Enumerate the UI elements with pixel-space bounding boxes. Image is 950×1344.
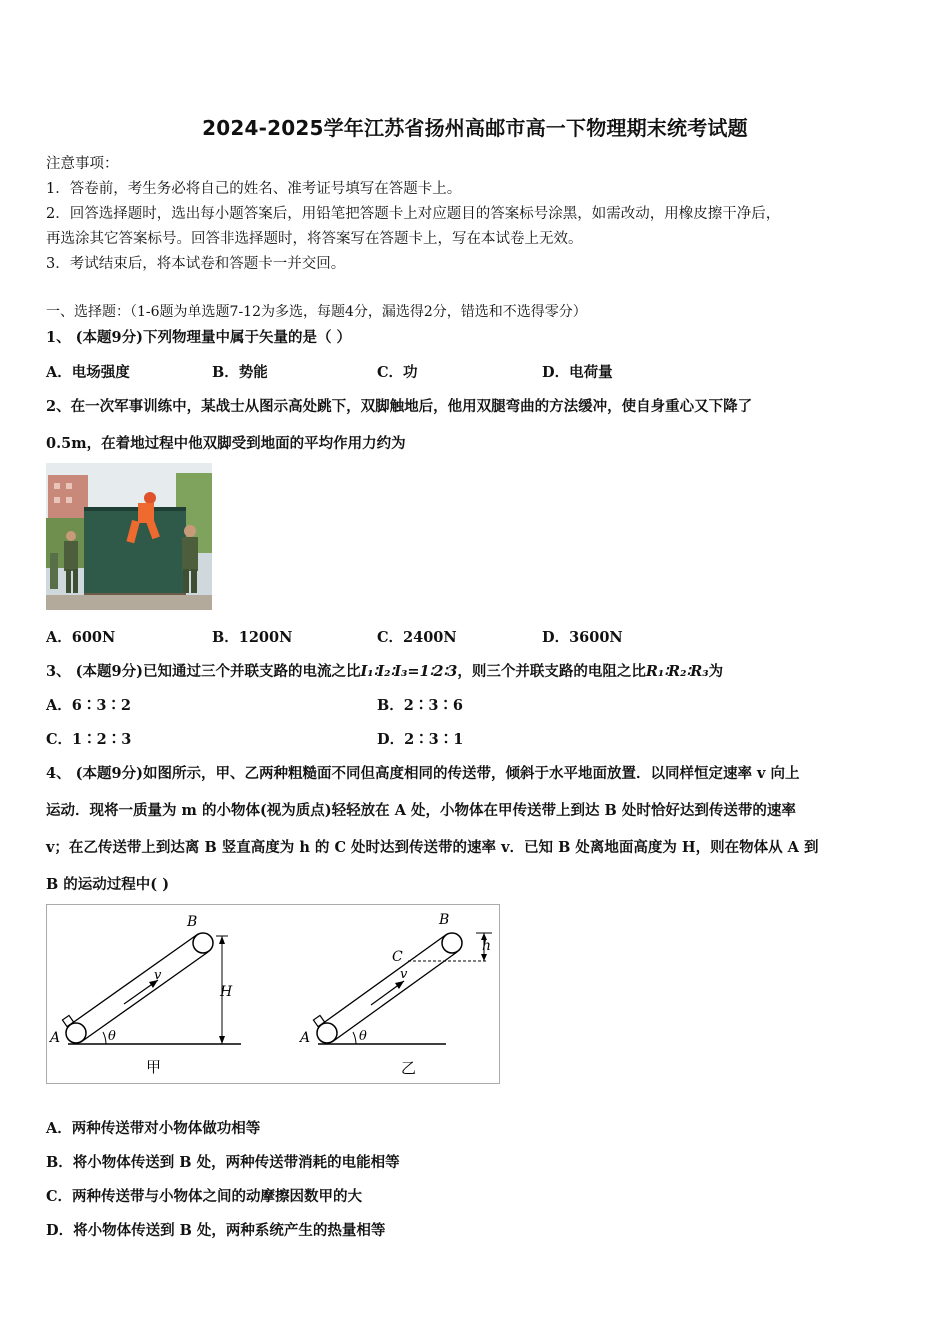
notice-item: 2．回答选择题时，选出每小题答案后，用铅笔把答题卡上对应题目的答案标号涂黑，如需改动，用橡皮擦干净后，: [46, 206, 781, 222]
question-2-option-c[interactable]: C．2400N: [377, 629, 457, 646]
caption-yi: 乙: [401, 1059, 417, 1077]
belt-diagram-yi: [298, 912, 492, 1077]
page-title: 2024-2025学年江苏省扬州高邮市高一下物理期末统考试题: [202, 116, 748, 140]
question-1-option-d[interactable]: D．电荷量: [542, 364, 613, 381]
question-2-option-d[interactable]: D．3600N: [542, 629, 623, 646]
belt-diagram-jia: [48, 914, 241, 1076]
question-1-option-c[interactable]: C．功: [377, 364, 418, 381]
label-v: v: [400, 967, 408, 982]
label-theta: θ: [108, 1029, 116, 1044]
question-2-stem: 0.5m，在着地过程中他双脚受到地面的平均作用力约为: [46, 435, 406, 452]
question-1-stem: 1、 (本题9分)下列物理量中属于矢量的是（ ）: [46, 329, 351, 346]
training-jump-photo: [46, 463, 212, 610]
resistance-ratio: R₁∶R₂∶R₃: [645, 663, 709, 680]
notice-item: 1．答卷前，考生务必将自己的姓名、准考证号填写在答题卡上。: [46, 181, 462, 197]
question-3-stem-mid: ，则三个并联支路的电阻之比: [457, 663, 646, 680]
current-ratio: I₁∶I₂∶I₃=1∶2∶3: [360, 663, 458, 680]
question-3-option-b[interactable]: B．2∶3∶6: [377, 697, 464, 714]
label-theta: θ: [359, 1029, 367, 1044]
question-4-option-c[interactable]: C．两种传送带与小物体之间的动摩擦因数甲的大: [46, 1188, 363, 1205]
question-4-option-d[interactable]: D．将小物体传送到 B 处，两种系统产生的热量相等: [46, 1222, 386, 1239]
label-v: v: [154, 968, 162, 983]
question-4-option-a[interactable]: A．两种传送带对小物体做功相等: [46, 1120, 261, 1137]
question-4-stem: B 的运动过程中( ): [46, 876, 170, 893]
conveyor-belt-figure: [46, 904, 500, 1084]
question-4-option-b[interactable]: B．将小物体传送到 B 处，两种传送带消耗的电能相等: [46, 1154, 400, 1171]
question-3-stem: [46, 660, 723, 681]
question-3-option-c[interactable]: C．1∶2∶3: [46, 731, 132, 748]
label-B: B: [439, 912, 450, 928]
question-3-stem-pre: 3、 (本题9分)已知通过三个并联支路的电流之比: [46, 663, 361, 680]
label-B: B: [187, 914, 198, 930]
notice-item: 再选涂其它答案标号。回答非选择题时，将答案写在答题卡上，写在本试卷上无效。: [46, 231, 583, 247]
caption-jia: 甲: [146, 1058, 162, 1076]
question-3-stem-post: 为: [708, 663, 724, 680]
section-heading: 一、选择题：（1-6题为单选题7-12为多选，每题4分，漏选得2分，错选和不选得零分）: [46, 304, 587, 320]
question-4-stem: v；在乙传送带上到达离 B 竖直高度为 h 的 C 处时达到传送带的速率 v．已知 B 处离地面高度为 H，则在物体从 A 到: [46, 839, 819, 856]
label-A: A: [300, 1030, 311, 1046]
question-3-option-a[interactable]: A．6∶3∶2: [46, 697, 132, 714]
label-A: A: [50, 1030, 61, 1046]
question-2-stem: 2、在一次军事训练中，某战士从图示高处跳下，双脚触地后，他用双腿弯曲的方法缓冲，使自身重心又下降了: [46, 398, 753, 415]
label-C: C: [392, 949, 403, 965]
notice-heading: 注意事项：: [46, 156, 119, 172]
question-3-option-d[interactable]: D．2∶3∶1: [377, 731, 464, 748]
question-2-option-a[interactable]: A．600N: [46, 629, 116, 646]
question-1-option-b[interactable]: B．势能: [212, 364, 268, 381]
question-4-stem: 4、 (本题9分)如图所示，甲、乙两种粗糙面不同但高度相同的传送带，倾斜于水平地面放置．以同样恒定速率 v 向上: [46, 765, 800, 782]
label-H: H: [220, 984, 233, 1000]
question-1-option-a[interactable]: A．电场强度: [46, 364, 130, 381]
question-2-option-b[interactable]: B．1200N: [212, 629, 293, 646]
notice-item: 3．考试结束后，将本试卷和答题卡一并交回。: [46, 256, 346, 272]
label-h: h: [482, 938, 492, 954]
question-4-stem: 运动．现将一质量为 m 的小物体(视为质点)轻轻放在 A 处，小物体在甲传送带上到达 B 处时恰好达到传送带的速率: [46, 802, 796, 819]
